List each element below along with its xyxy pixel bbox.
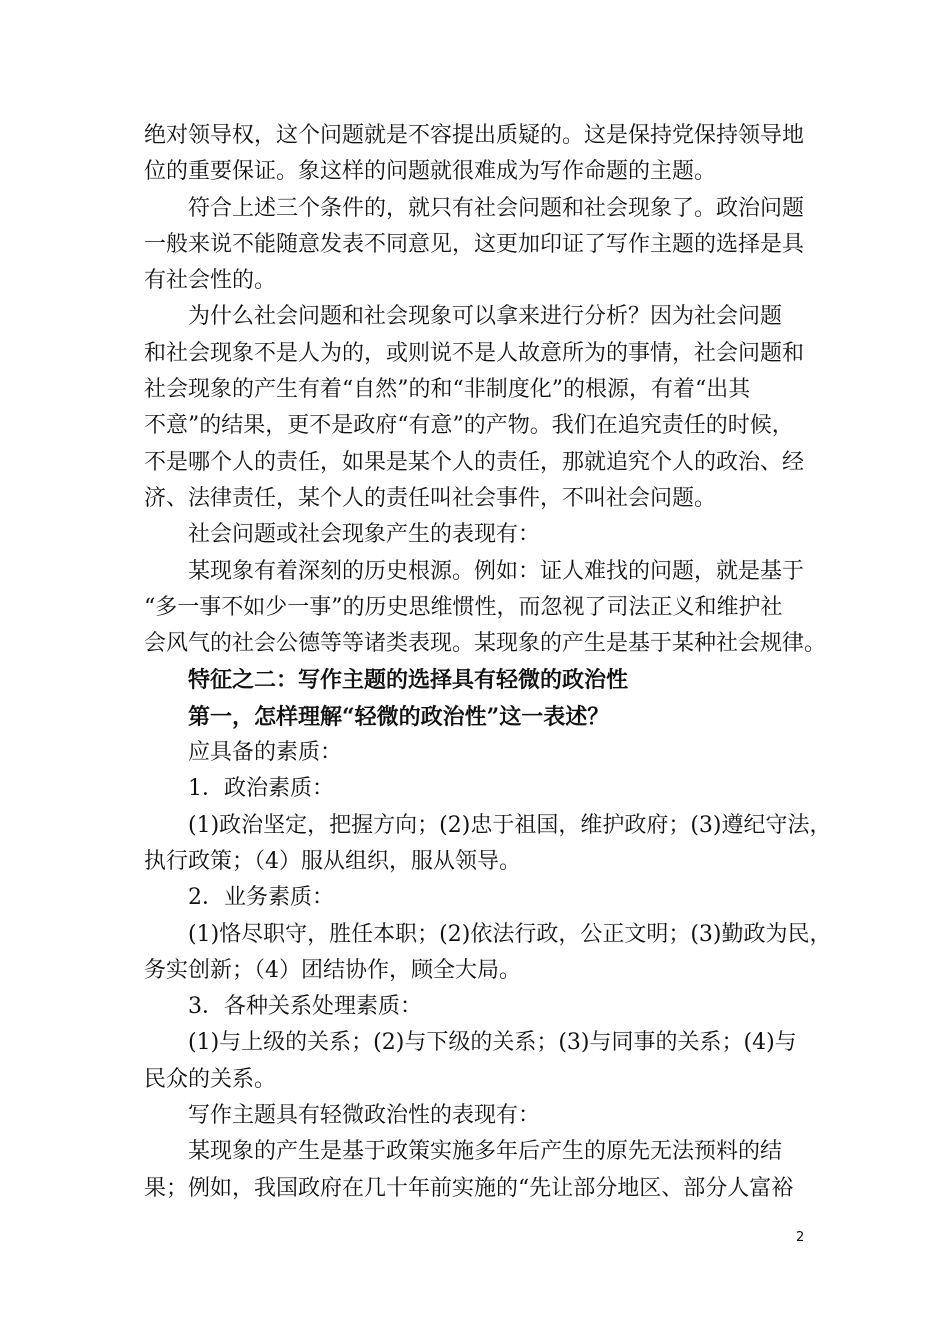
section-heading-line: 特征之二：写作主题的选择具有轻微的政治性 bbox=[188, 667, 629, 694]
paragraph-line: 社会现象的产生有着“自然”的和“非制度化”的根源，有着“出其 bbox=[144, 377, 751, 403]
document-body-text bbox=[144, 118, 832, 1207]
paragraph-line: “多一事不如少一事”的历史思维惯性，而忽视了司法正义和维护社 bbox=[144, 594, 783, 620]
paragraph-line: 某现象有着深刻的历史根源。例如：证人难找的问题，就是基于 bbox=[188, 558, 805, 584]
paragraph-line: 果；例如，我国政府在几十年前实施的“先让部分地区、部分人富裕 bbox=[144, 1175, 794, 1201]
paragraph-line: 一般来说不能随意发表不同意见，这更加印证了写作主题的选择是具 bbox=[144, 231, 805, 257]
paragraph-line: 务实创新；（4）团结协作，顾全大局。 bbox=[144, 957, 521, 983]
paragraph-line: 符合上述三个条件的，就只有社会问题和社会现象了。政治问题 bbox=[188, 195, 805, 221]
paragraph-line: 某现象的产生是基于政策实施多年后产生的原先无法预料的结 bbox=[188, 1139, 783, 1165]
paragraph-line: 绝对领导权，这个问题就是不容提出质疑的。这是保持党保持领导地 bbox=[144, 123, 805, 148]
paragraph-line: 3．各种关系处理素质： bbox=[188, 994, 422, 1020]
paragraph-line: 有社会性的。 bbox=[144, 268, 277, 294]
paragraph-line: 2．业务素质： bbox=[188, 885, 334, 911]
page-number: 2 bbox=[796, 1230, 805, 1245]
section-heading-line: 第一，怎样理解“轻微的政治性”这一表述？ bbox=[188, 703, 610, 730]
paragraph-line: 社会问题或社会现象产生的表现有： bbox=[188, 522, 541, 548]
paragraph-line: 应具备的素质： bbox=[188, 740, 343, 766]
paragraph-line: 不意”的结果，更不是政府“有意”的产物。我们在追究责任的时候， bbox=[144, 413, 794, 439]
paragraph-line: 不是哪个人的责任，如果是某个人的责任，那就追究个人的政治、经 bbox=[144, 449, 805, 475]
paragraph-line: 写作主题具有轻微政治性的表现有： bbox=[188, 1103, 541, 1129]
paragraph-line: 民众的关系。 bbox=[144, 1066, 277, 1092]
paragraph-line: 执行政策；（4）服从组织，服从领导。 bbox=[144, 848, 521, 874]
paragraph-line: 为什么社会问题和社会现象可以拿来进行分析？因为社会问题 bbox=[188, 304, 783, 330]
paragraph-line: 和社会现象不是人为的，或则说不是人故意所为的事情，社会问题和 bbox=[144, 340, 805, 366]
paragraph-line: (1)恪尽职守，胜任本职；(2)依法行政，公正文明；(3)勤政为民， bbox=[188, 921, 832, 947]
paragraph-line: (1)与上级的关系；(2)与下级的关系；(3)与同事的关系；(4)与 bbox=[188, 1030, 797, 1056]
paragraph-line: 会风气的社会公德等等诸类表现。某现象的产生是基于某种社会规律。 bbox=[144, 631, 827, 657]
paragraph-line: (1)政治坚定，把握方向；(2)忠于祖国，维护政府；(3)遵纪守法， bbox=[188, 812, 832, 838]
paragraph-line: 济、法律责任，某个人的责任叫社会事件，不叫社会问题。 bbox=[144, 485, 717, 511]
paragraph-line: 1．政治素质： bbox=[188, 776, 334, 802]
paragraph-line: 位的重要保证。象这样的问题就很难成为写作命题的主题。 bbox=[144, 159, 717, 185]
